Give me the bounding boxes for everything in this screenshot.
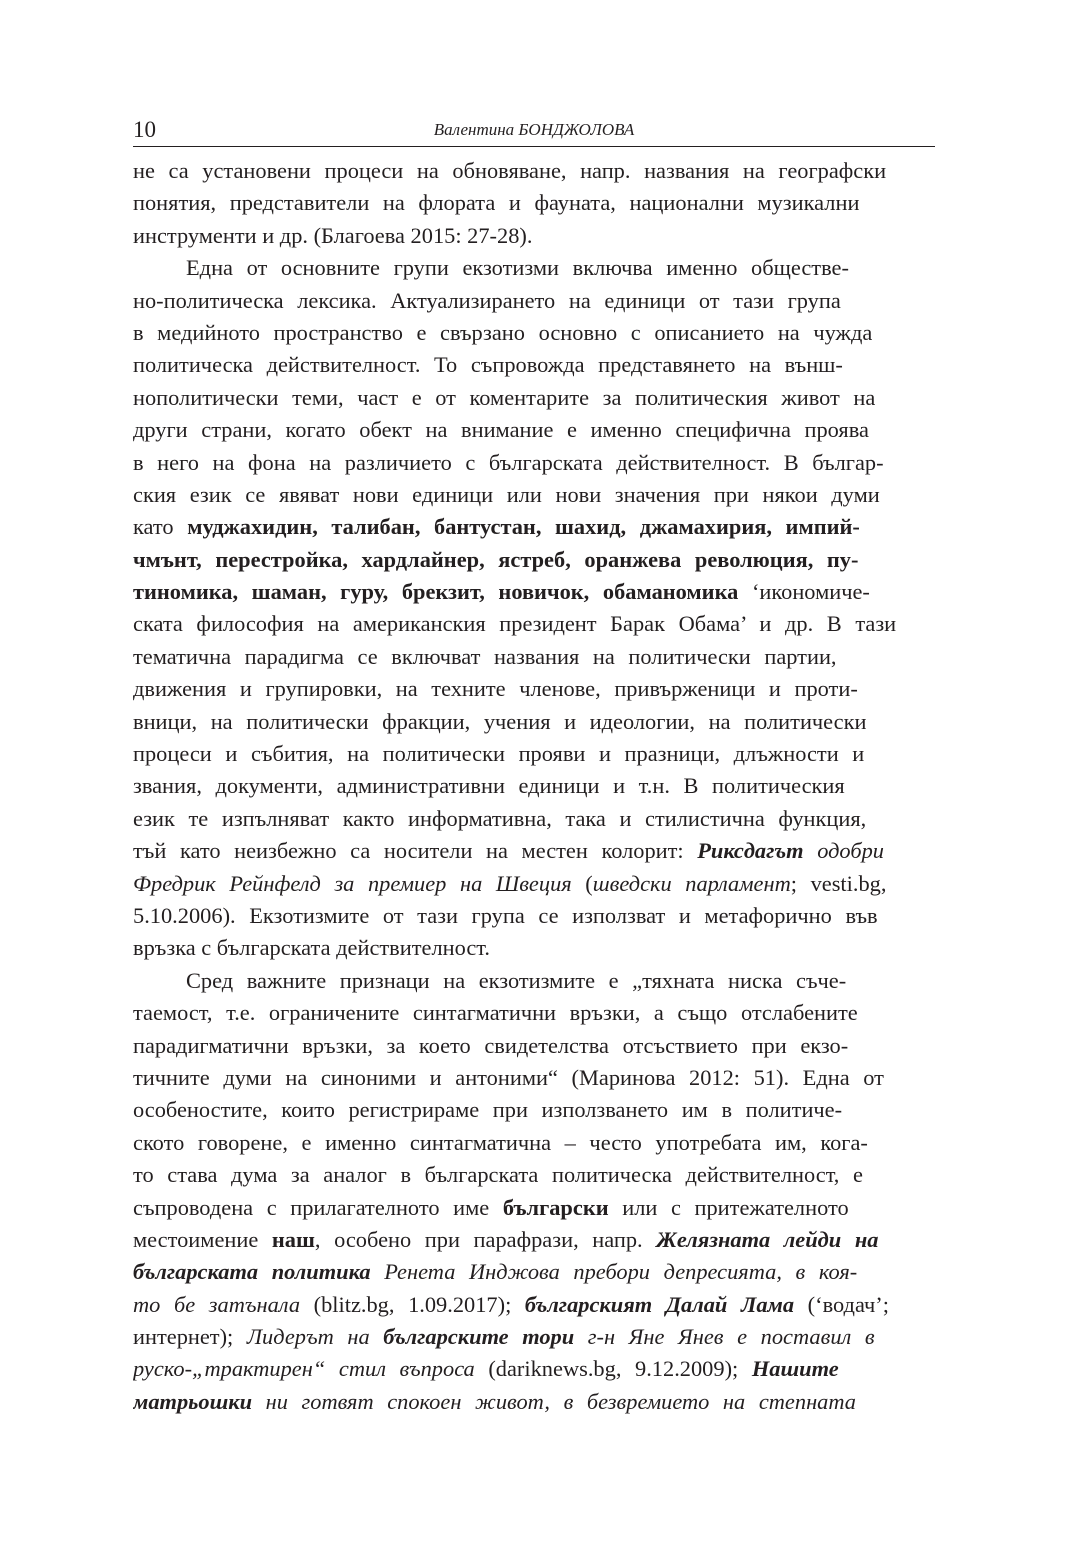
text-run: интернет); <box>133 1324 247 1350</box>
emphasized-term: Нашите <box>751 1356 839 1382</box>
text-line <box>133 1353 935 1385</box>
text-line <box>133 382 935 414</box>
text-run: шведски парламент <box>592 870 791 896</box>
text-line <box>133 965 935 997</box>
running-header <box>133 110 935 147</box>
text-run: местоимение <box>133 1226 272 1252</box>
emphasized-term: български <box>502 1194 609 1220</box>
text-run: ското говорене, е именно синтагматична – често употребата им, кога- <box>133 1129 868 1155</box>
text-run: връзка с българската действителност. <box>133 935 490 961</box>
text-run: ‘икономиче- <box>738 579 870 605</box>
text-run: Ренета Инджова пребори депресията, в коя- <box>370 1259 858 1285</box>
text-line <box>133 835 935 867</box>
text-line <box>133 220 935 252</box>
text-line <box>133 673 935 705</box>
emphasized-term: българските тори <box>383 1324 575 1350</box>
text-line <box>133 1256 935 1288</box>
text-line <box>133 608 935 640</box>
text-run: звания, документи, административни единици и т.н. В политическия <box>133 773 845 799</box>
text-run: Фредрик Рейнфелд за премиер на Швеция <box>133 870 572 896</box>
text-line <box>133 1321 935 1353</box>
text-line <box>133 803 935 835</box>
text-line <box>133 414 935 446</box>
text-line <box>133 1062 935 1094</box>
text-run: руско-„трактирен“ стил въпроса <box>133 1356 475 1382</box>
text-run: 5.10.2006). Екзотизмите от тази група се използват и метафорично във <box>133 902 878 928</box>
text-run: вници, на политически фракции, учения и идеологии, на политически <box>133 708 867 734</box>
text-line <box>133 317 935 349</box>
text-line <box>133 738 935 770</box>
text-line <box>133 479 935 511</box>
text-line <box>133 1159 935 1191</box>
emphasized-term: Риксдагът <box>697 838 804 864</box>
text-run: Лидерът на <box>246 1324 384 1350</box>
text-run: не са установени процеси на обновяване, напр. названия на географски <box>133 158 887 183</box>
text-line <box>133 511 935 543</box>
text-run: (blitz.bg, 1.09.2017); <box>300 1291 525 1317</box>
page-number: 10 <box>133 117 156 142</box>
text-run: език те изпълняват както информативна, така и стилистична функция, <box>133 805 867 831</box>
text-run: ската философия на американския президент Барак Обама’ и др. В тази <box>133 611 897 637</box>
text-line <box>133 1094 935 1126</box>
text-line <box>133 641 935 673</box>
text-run: ; vesti.bg, <box>790 870 887 896</box>
text-run: то става дума за аналог в българската политическа действителност, е <box>133 1162 863 1188</box>
text-line <box>133 252 935 284</box>
text-run: ския език се явяват нови единици или нови значения при някои думи <box>133 481 880 507</box>
text-run: тематична парадигма се включват названия на политически партии, <box>133 643 837 669</box>
text-run: (‘водач’; <box>794 1291 889 1317</box>
emphasized-term: наш <box>271 1226 315 1252</box>
text-line <box>133 1386 935 1418</box>
text-run: Една от основните групи екзотизми включва именно обществе- <box>186 255 849 281</box>
text-run: тичните думи на синоними и антоними“ (Маринова 2012: 51). Една от <box>133 1064 884 1090</box>
author-name: Валентина БОНДЖОЛОВА <box>433 120 635 139</box>
text-line <box>133 770 935 802</box>
text-line <box>133 285 935 317</box>
text-run: движения и групировки, на техните членове, привърженици и проти- <box>133 676 858 702</box>
text-run: като <box>133 514 188 540</box>
text-run: понятия, представители на флората и фауната, национални музикални <box>133 190 860 216</box>
emphasized-term: муджахидин, талибан, бантустан, шахид, джамахирия, импий- <box>187 514 860 540</box>
text-run: процеси и събития, на политически прояви и празници, длъжности и <box>133 741 865 767</box>
text-line <box>133 997 935 1029</box>
text-line <box>133 544 935 576</box>
text-run: съпроводена с прилагателното име <box>133 1194 503 1220</box>
emphasized-term: българският Далай Лама <box>524 1291 795 1317</box>
text-line <box>133 932 935 964</box>
text-line <box>133 1030 935 1062</box>
text-run: , особено при парафрази, напр. <box>314 1226 657 1252</box>
text-run: таемост, т.е. ограничените синтагматични връзки, а също отслабените <box>133 1000 858 1026</box>
text-line <box>133 1289 935 1321</box>
text-run: ни готвят спокоен живот, в безвремието на степната <box>252 1388 857 1414</box>
text-line <box>133 868 935 900</box>
text-run: политическа действителност. То съпровожда представянето на външ- <box>133 352 843 378</box>
text-run: в него на фона на различието с българската действителност. В българ- <box>133 449 884 475</box>
text-run: особеностите, които регистрираме при използването им в политиче- <box>133 1097 843 1123</box>
book-page <box>133 110 935 1418</box>
emphasized-term: тиномика, шаман, гуру, брекзит, новичок, обаманомика <box>133 579 739 605</box>
emphasized-term: чмънт, перестройка, хардлайнер, ястреб, оранжева революция, пу- <box>133 546 859 572</box>
text-run: то бе затънала <box>133 1291 301 1317</box>
text-line <box>133 349 935 381</box>
text-line <box>133 447 935 479</box>
text-run: парадигматични връзки, за което свидетелства отсъствието при екзо- <box>133 1032 849 1058</box>
text-run: инструменти и др. (Благоева 2015: 27-28). <box>133 222 533 248</box>
text-line <box>133 1224 935 1256</box>
text-line <box>133 1192 935 1224</box>
text-line <box>133 900 935 932</box>
text-line <box>133 1127 935 1159</box>
text-run: г-н Яне Янев е поставил в <box>574 1324 875 1350</box>
text-line <box>133 706 935 738</box>
text-run: (dariknews.bg, 9.12.2009); <box>474 1356 752 1382</box>
text-line <box>133 155 935 187</box>
emphasized-term: матрьошки <box>133 1388 253 1414</box>
text-run: други страни, когато обект на внимание е именно специфична проява <box>133 417 869 443</box>
text-run: одобри <box>803 838 884 864</box>
text-run: или с притежателното <box>608 1194 849 1220</box>
text-run: тъй като неизбежно са носители на местен колорит: <box>133 838 698 864</box>
text-run: ( <box>571 870 593 896</box>
text-run: в медийното пространство е свързано основно с описанието на чужда <box>133 319 873 345</box>
text-line <box>133 576 935 608</box>
text-run: нополитически теми, част е от коментарите за политическия живот на <box>133 384 876 410</box>
emphasized-term: Желязната лейди на <box>656 1226 879 1252</box>
text-run: но-политическа лексика. Актуализирането на единици от тази група <box>133 287 841 313</box>
body-text <box>133 147 935 1418</box>
text-line <box>133 187 935 219</box>
emphasized-term: българската политика <box>133 1259 371 1285</box>
text-run: Сред важните признаци на екзотизмите е „тяхната ниска съче- <box>186 967 847 993</box>
